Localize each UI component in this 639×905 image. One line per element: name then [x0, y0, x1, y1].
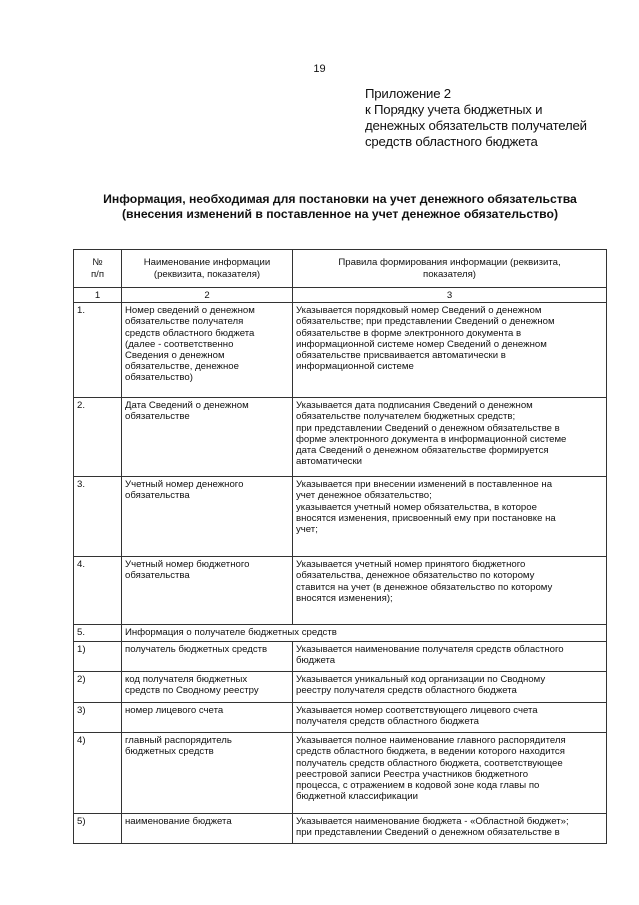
header-num: № п/п	[74, 250, 122, 288]
row-rules: Указывается полное наименование главного распорядителя средств областного бюджета, в ведении которого находится получатель средств областного бюджета, соответствующее реестровой записи Реестра участников бюджетного процесса, с отражением в кодовой зоне кода главы по бюджетной классификации	[293, 733, 607, 814]
row-num: 4)	[74, 733, 122, 814]
row-rules: Указывается порядковый номер Сведений о денежном обязательстве; при представлении Сведений о денежном обязательстве в форме электронного документа в информационной системе номер Сведений о денежном обязательстве присваивается автоматически в информационной системе	[293, 303, 607, 398]
row-name: наименование бюджета	[122, 814, 293, 844]
row-name: номер лицевого счета	[122, 703, 293, 733]
table-row	[74, 672, 607, 703]
row-num: 5)	[74, 814, 122, 844]
row-name: главный распорядитель бюджетных средств	[122, 733, 293, 814]
row-name: код получателя бюджетных средств по Сводному реестру	[122, 672, 293, 703]
appendix-line: к Порядку учета бюджетных и	[365, 102, 543, 117]
section-num: 5.	[74, 625, 122, 642]
table-row	[74, 398, 607, 477]
row-rules: Указывается учетный номер принятого бюджетного обязательства, денежное обязательство по которому ставится на учет (в денежное обязательство по которому вносятся изменения);	[293, 557, 607, 625]
title-line-2: (внесения изменений в поставленное на учет денежное обязательство)	[121, 207, 559, 221]
header-name: Наименование информации (реквизита, показателя)	[122, 250, 293, 288]
document-title	[40, 192, 639, 222]
appendix-line: Приложение 2	[365, 86, 451, 101]
table-row	[74, 557, 607, 625]
row-name: получатель бюджетных средств	[122, 642, 293, 672]
row-num: 3)	[74, 703, 122, 733]
header-rules: Правила формирования информации (реквизита, показателя)	[293, 250, 607, 288]
row-rules: Указывается номер соответствующего лицевого счета получателя средств областного бюджета	[293, 703, 607, 733]
row-num: 2.	[74, 398, 122, 477]
row-num: 3.	[74, 477, 122, 557]
appendix-block	[365, 86, 630, 150]
row-rules: Указывается при внесении изменений в поставленное на учет денежное обязательство; указывается учетный номер обязательства, в которое вносятся изменения, присвоенный ему при постановке на учет;	[293, 477, 607, 557]
row-num: 1)	[74, 642, 122, 672]
column-number-row	[74, 288, 607, 303]
row-name: Номер сведений о денежном обязательстве получателя средств областного бюджета (далее - соответственно Сведения о денежном обязательстве, денежное обязательство)	[122, 303, 293, 398]
row-name: Учетный номер бюджетного обязательства	[122, 557, 293, 625]
table-header-row	[74, 250, 607, 288]
information-table	[73, 249, 607, 844]
column-number: 2	[122, 288, 293, 303]
table-row	[74, 303, 607, 398]
table-row	[74, 703, 607, 733]
section-row	[74, 625, 607, 642]
row-num: 1.	[74, 303, 122, 398]
appendix-line: денежных обязательств получателей	[365, 118, 587, 133]
title-line-1: Информация, необходимая для постановки на учет денежного обязательства	[103, 192, 577, 206]
table-row	[74, 814, 607, 844]
row-name: Дата Сведений о денежном обязательстве	[122, 398, 293, 477]
page-number: 19	[313, 63, 326, 75]
section-label: Информация о получателе бюджетных средств	[122, 625, 607, 642]
row-rules: Указывается дата подписания Сведений о денежном обязательстве получателем бюджетных средств; при представлении Сведений о денежном обязательстве в форме электронного документа в информационной системе дата Сведений о денежном обязательстве формируется автоматически	[293, 398, 607, 477]
row-name: Учетный номер денежного обязательства	[122, 477, 293, 557]
column-number: 3	[293, 288, 607, 303]
row-rules: Указывается наименование бюджета - «Областной бюджет»; при представлении Сведений о денежном обязательстве в	[293, 814, 607, 844]
row-rules: Указывается уникальный код организации по Сводному реестру получателя средств областного бюджета	[293, 672, 607, 703]
column-number: 1	[74, 288, 122, 303]
table-row	[74, 642, 607, 672]
row-rules: Указывается наименование получателя средств областного бюджета	[293, 642, 607, 672]
row-num: 2)	[74, 672, 122, 703]
appendix-line: средств областного бюджета	[365, 134, 538, 149]
table-row	[74, 477, 607, 557]
row-num: 4.	[74, 557, 122, 625]
table-row	[74, 733, 607, 814]
